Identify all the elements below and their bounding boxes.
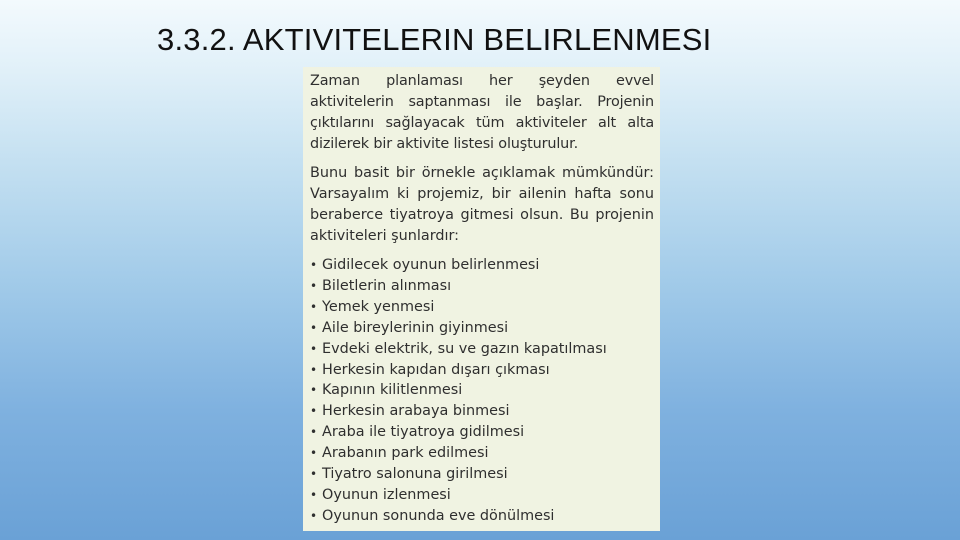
list-item bbox=[310, 255, 654, 276]
activity-label: Oyunun sonunda eve dönülmesi bbox=[322, 507, 555, 524]
bullet-icon: • bbox=[310, 446, 318, 461]
bullet-icon: • bbox=[310, 425, 318, 440]
activity-label: Oyunun izlenmesi bbox=[322, 486, 451, 503]
activity-label: Araba ile tiyatroya gidilmesi bbox=[322, 424, 525, 441]
bullet-icon: • bbox=[310, 362, 318, 377]
list-item bbox=[310, 443, 654, 464]
list-item bbox=[310, 485, 654, 506]
slide-title: 3.3.2. AKTIVITELERIN BELIRLENMESI bbox=[157, 22, 712, 57]
bullet-icon: • bbox=[310, 404, 318, 419]
activity-label: Biletlerin alınması bbox=[322, 277, 452, 294]
activity-label: Aile bireylerinin giyinmesi bbox=[322, 319, 509, 336]
list-item bbox=[310, 401, 654, 422]
intro-paragraph: Zaman planlaması her şeyden evvel aktivitelerin saptanması ile başlar. Projenin çıktılarını sağlayacak tüm aktiviteler alt alta dizilerek bir aktivite listesi oluşturulur. bbox=[310, 73, 654, 152]
activity-label: Tiyatro salonuna girilmesi bbox=[322, 466, 508, 483]
activity-label: Yemek yenmesi bbox=[322, 298, 435, 315]
bullet-icon: • bbox=[310, 487, 318, 502]
bullet-icon: • bbox=[310, 258, 318, 272]
bullet-icon: • bbox=[310, 383, 318, 398]
list-item bbox=[310, 276, 654, 297]
activity-label: Evdeki elektrik, su ve gazın kapatılması bbox=[322, 340, 607, 357]
activity-label: Kapının kilitlenmesi bbox=[322, 382, 463, 399]
bullet-icon: • bbox=[310, 320, 318, 335]
list-item bbox=[310, 297, 654, 318]
bullet-icon: • bbox=[310, 299, 318, 314]
list-item bbox=[310, 318, 654, 339]
list-item bbox=[310, 380, 654, 401]
activity-text-panel bbox=[303, 67, 660, 531]
list-item bbox=[310, 506, 654, 527]
list-item bbox=[310, 339, 654, 360]
example-paragraph: Bunu basit bir örnekle açıklamak mümkündür: Varsayalım ki projemiz, bir ailenin hafta sonu beraberce tiyatroya gitmesi olsun. Bu projenin aktiviteleri şunlardır: bbox=[310, 165, 654, 244]
list-item bbox=[310, 464, 654, 485]
activity-label: Gidilecek oyunun belirlenmesi bbox=[322, 257, 540, 273]
list-item bbox=[310, 360, 654, 381]
activity-label: Herkesin arabaya binmesi bbox=[322, 403, 510, 420]
bullet-icon: • bbox=[310, 341, 318, 356]
activity-list bbox=[310, 255, 654, 527]
bullet-icon: • bbox=[310, 467, 318, 482]
list-item bbox=[310, 422, 654, 443]
bullet-icon: • bbox=[310, 508, 318, 523]
activity-label: Arabanın park edilmesi bbox=[322, 445, 489, 462]
activity-label: Herkesin kapıdan dışarı çıkması bbox=[322, 361, 550, 378]
bullet-icon: • bbox=[310, 278, 318, 293]
